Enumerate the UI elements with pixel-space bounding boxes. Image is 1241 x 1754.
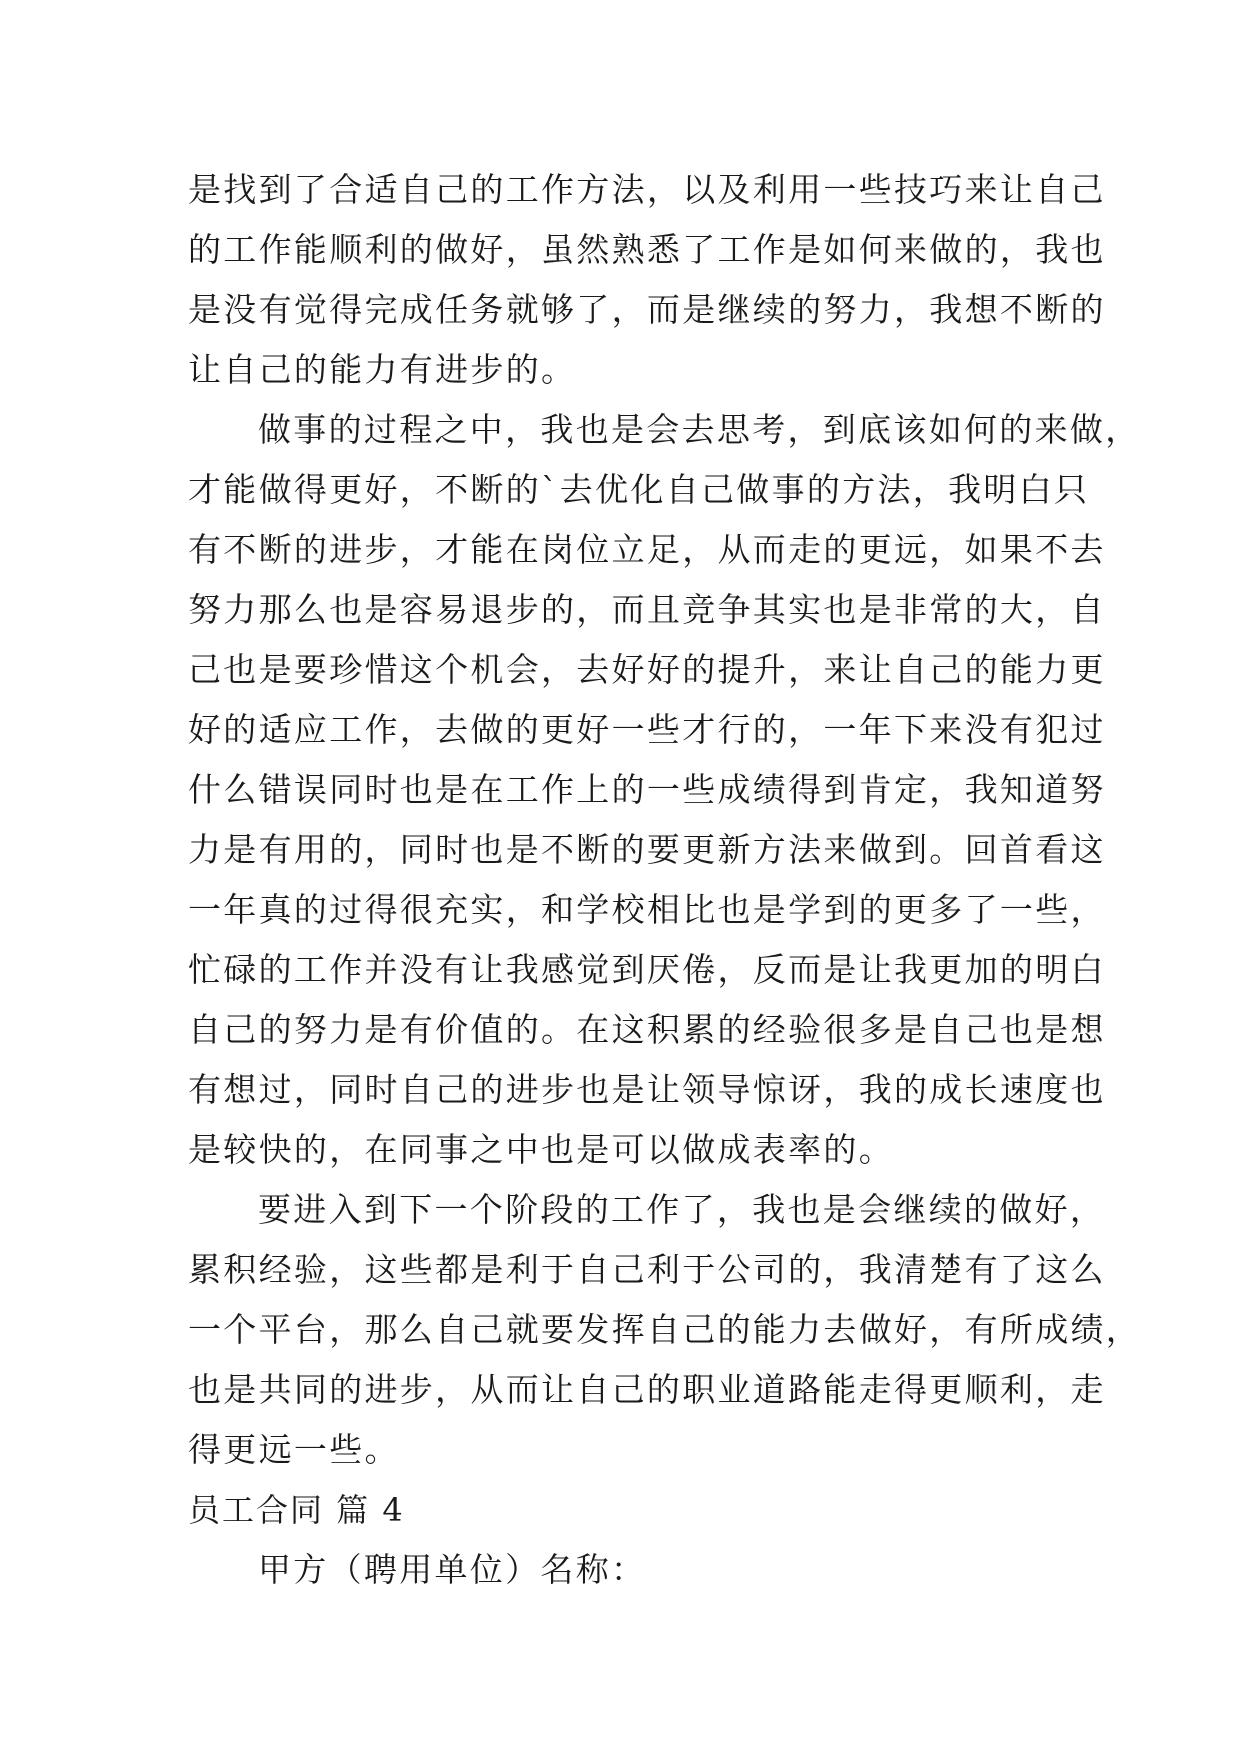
section-heading: 员工合同 篇 4 — [188, 1491, 405, 1529]
paragraph-continuation — [188, 160, 1106, 400]
text-line: 累积经验，这些都是利于自己利于公司的，我清楚有了这么 — [188, 1250, 1106, 1289]
text-line: 的工作能顺利的做好，虽然熟悉了工作是如何来做的，我也 — [188, 230, 1106, 269]
text-line: 己也是要珍惜这个机会，去好好的提升，来让自己的能力更 — [188, 650, 1106, 689]
text-line: 努力那么也是容易退步的，而且竞争其实也是非常的大，自 — [188, 590, 1106, 629]
paragraph-next-stage — [188, 1180, 1142, 1480]
text-line: 一年真的过得很充实，和学校相比也是学到的更多了一些， — [188, 890, 1106, 929]
text-line: 自己的努力是有价值的。在这积累的经验很多是自己也是想 — [188, 1010, 1106, 1049]
text-line: 有不断的进步，才能在岗位立足，从而走的更远，如果不去 — [188, 530, 1106, 569]
text-line: 要进入到下一个阶段的工作了，我也是会继续的做好， — [258, 1190, 1106, 1229]
text-line: 是较快的，在同事之中也是可以做成表率的。 — [188, 1130, 894, 1169]
text-line: 也是共同的进步，从而让自己的职业道路能走得更顺利，走 — [188, 1370, 1106, 1409]
text-line: 让自己的能力有进步的。 — [188, 350, 577, 389]
text-line: 有想过，同时自己的进步也是让领导惊讶，我的成长速度也 — [188, 1070, 1106, 1109]
text-line: 什么错误同时也是在工作上的一些成绩得到肯定，我知道努 — [188, 770, 1106, 809]
paragraph-contract-party — [188, 1540, 1068, 1600]
text-line: 力是有用的，同时也是不断的要更新方法来做到。回首看这 — [188, 830, 1106, 869]
text-line: 做事的过程之中，我也是会去思考，到底该如何的来做， — [258, 410, 1141, 449]
document-page — [188, 160, 1142, 1600]
text-line: 得更远一些。 — [188, 1430, 400, 1469]
text-line: 是找到了合适自己的工作方法，以及利用一些技巧来让自己 — [188, 170, 1106, 209]
text-line: 是没有觉得完成任务就够了，而是继续的努力，我想不断的 — [188, 290, 1106, 329]
text-line: 甲方（聘用单位）名称： — [258, 1550, 647, 1589]
text-line: 好的适应工作，去做的更好一些才行的，一年下来没有犯过 — [188, 710, 1106, 749]
text-line: 忙碌的工作并没有让我感觉到厌倦，反而是让我更加的明白 — [188, 950, 1106, 989]
paragraph-reflection — [188, 400, 1141, 1180]
text-line: 才能做得更好，不断的`去优化自己做事的方法，我明白只 — [188, 470, 1090, 509]
text-line: 一个平台，那么自己就要发挥自己的能力去做好，有所成绩， — [188, 1310, 1142, 1349]
